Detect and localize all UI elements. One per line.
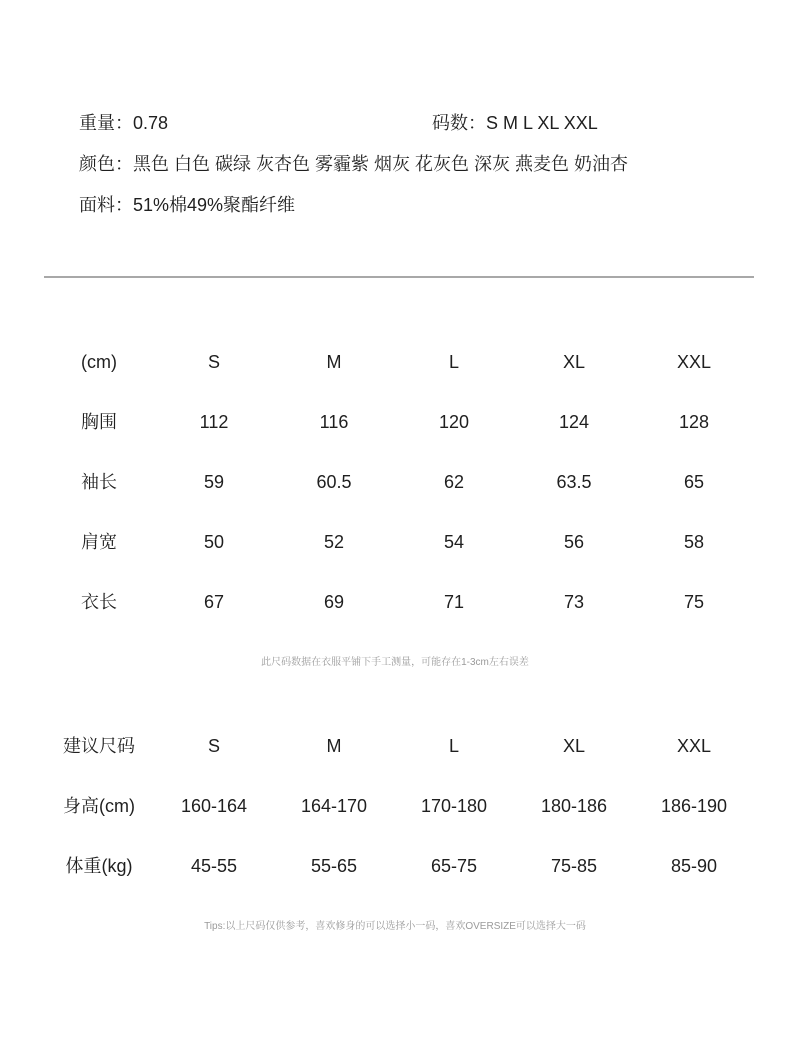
fabric-text: 面料：51%棉49%聚酯纤维 xyxy=(79,195,296,215)
table-cell: 56 xyxy=(563,532,585,552)
header-cell: S xyxy=(207,352,220,372)
header-cell: XL xyxy=(562,352,586,372)
table-cell: 60.5 xyxy=(316,472,352,492)
table-cell: 186-190 xyxy=(660,796,728,816)
table-cell: 120 xyxy=(438,412,470,432)
colors-text: 颜色：黑色 白色 碳绿 灰杏色 雾霾紫 烟灰 花灰色 深灰 燕麦色 奶油杏 xyxy=(79,154,629,174)
table-cell: 75-85 xyxy=(550,856,598,876)
table-cell: 62 xyxy=(443,472,465,492)
header-cell: 建议尺码 xyxy=(63,736,135,756)
row-label: 胸围 xyxy=(81,412,117,432)
tips-note: Tips:以上尺码仅供参考，喜欢修身的可以选择小一码，喜欢OVERSIZE可以选择大一码 xyxy=(204,921,586,932)
header-cell: L xyxy=(448,736,459,756)
row-label: 身高(cm) xyxy=(63,796,135,816)
section-divider xyxy=(44,276,754,278)
row-label: 衣长 xyxy=(81,592,117,612)
row-label: 袖长 xyxy=(81,472,117,492)
table-row xyxy=(0,470,790,494)
table-cell: 160-164 xyxy=(180,796,248,816)
table-cell: 128 xyxy=(678,412,710,432)
table-cell: 75 xyxy=(683,592,705,612)
weight-text: 重量：0.78 xyxy=(79,113,169,133)
table-cell: 58 xyxy=(683,532,705,552)
table-cell: 59 xyxy=(203,472,225,492)
header-cell: S xyxy=(207,736,220,756)
table-header-row xyxy=(0,350,790,374)
table-cell: 54 xyxy=(443,532,465,552)
row-label: 体重(kg) xyxy=(65,856,133,876)
table-cell: 112 xyxy=(199,412,229,432)
header-cell: L xyxy=(448,352,459,372)
table-cell: 69 xyxy=(323,592,345,612)
header-cell: XXL xyxy=(676,736,712,756)
table-cell: 73 xyxy=(563,592,585,612)
table-cell: 45-55 xyxy=(190,856,238,876)
table-cell: 180-186 xyxy=(540,796,608,816)
table-header-row xyxy=(0,734,790,758)
table-row xyxy=(0,590,790,614)
header-cell: M xyxy=(326,736,342,756)
table-cell: 164-170 xyxy=(300,796,368,816)
table-cell: 67 xyxy=(203,592,225,612)
header-cell: XXL xyxy=(676,352,712,372)
measurement-note: 此尺码数据在衣服平铺下手工测量，可能存在1-3cm左右误差 xyxy=(261,657,529,668)
header-cell: M xyxy=(326,352,342,372)
table-cell: 65-75 xyxy=(430,856,478,876)
table-row xyxy=(0,794,790,818)
header-cell: XL xyxy=(562,736,586,756)
table-cell: 170-180 xyxy=(420,796,488,816)
table-cell: 116 xyxy=(319,412,349,432)
sizes-text: 码数：S M L XL XXL xyxy=(432,113,598,133)
table-cell: 50 xyxy=(203,532,225,552)
table-cell: 52 xyxy=(323,532,345,552)
table-cell: 85-90 xyxy=(670,856,718,876)
table-cell: 63.5 xyxy=(556,472,592,492)
table-cell: 124 xyxy=(558,412,590,432)
table-cell: 55-65 xyxy=(310,856,358,876)
row-label: 肩宽 xyxy=(81,532,117,552)
header-cell: (cm) xyxy=(81,352,117,372)
table-cell: 71 xyxy=(443,592,465,612)
table-cell: 65 xyxy=(683,472,705,492)
table-row xyxy=(0,530,790,554)
table-row xyxy=(0,854,790,878)
table-row xyxy=(0,410,790,434)
